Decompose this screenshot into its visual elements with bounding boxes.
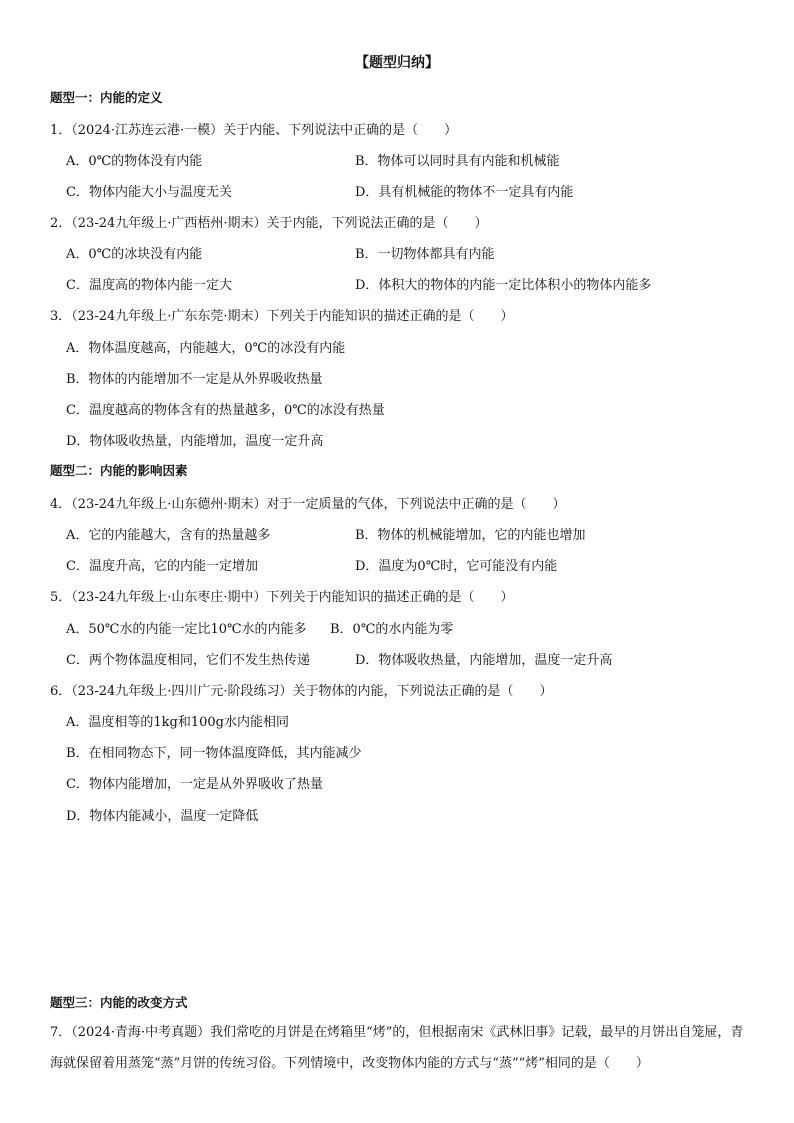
question-4-option-b[interactable]: B．物体的机械能增加，它的内能也增加: [355, 528, 586, 543]
question-3-option-d[interactable]: D．物体吸收热量，内能增加，温度一定升高: [66, 434, 324, 449]
question-3-option-c[interactable]: C．温度越高的物体含有的热量越多，0℃的冰没有热量: [66, 403, 385, 418]
question-1-stem: 1．（2024·江苏连云港·一模）关于内能、下列说法中正确的是（ ）: [50, 123, 458, 138]
question-5-option-a[interactable]: A．50℃水的内能一定比10℃水的内能多: [66, 622, 307, 637]
question-6-stem: 6．（23-24九年级上·四川广元·阶段练习）关于物体的内能，下列说法正确的是（ ）: [50, 684, 553, 699]
question-5-option-b[interactable]: B．0℃的水内能为零: [330, 622, 454, 637]
question-1-option-b[interactable]: B．物体可以同时具有内能和机械能: [355, 154, 560, 169]
question-6-option-b[interactable]: B．在相同物态下，同一物体温度降低，其内能减少: [66, 746, 362, 761]
question-5-option-c[interactable]: C．两个物体温度相同，它们不发生热传递: [66, 653, 310, 668]
section-heading-1: 题型一：内能的定义: [50, 90, 163, 105]
page-title: 【题型归纳】: [355, 55, 439, 71]
question-2-option-c[interactable]: C．温度高的物体内能一定大: [66, 278, 232, 293]
question-7-stem: 7．（2024·青海·中考真题）我们常吃的月饼是在烤箱里“烤”的，但根据南宋《武林旧事》记载，最早的月饼出自笼屉，青海就保留着用蒸笼“蒸”月饼的传统习俗。下列情境中，改变物体内能的方式与“蒸”“烤”相同的是（ ）: [50, 1025, 744, 1071]
question-3-option-b[interactable]: B．物体的内能增加不一定是从外界吸收热量: [66, 372, 323, 387]
question-4-option-d[interactable]: D．温度为0℃时，它可能没有内能: [355, 559, 558, 574]
question-5-stem: 5．（23-24九年级上·山东枣庄·期中）下列关于内能知识的描述正确的是（ ）: [50, 590, 514, 605]
question-3-option-a[interactable]: A．物体温度越高，内能越大，0℃的冰没有内能: [66, 341, 346, 356]
question-4-option-c[interactable]: C．温度升高，它的内能一定增加: [66, 559, 258, 574]
question-5-option-d[interactable]: D．物体吸收热量，内能增加，温度一定升高: [355, 653, 613, 668]
question-4-option-a[interactable]: A．它的内能越大，含有的热量越多: [66, 528, 271, 543]
section-heading-3: 题型三：内能的改变方式: [50, 995, 188, 1010]
question-2-option-d[interactable]: D．体积大的物体的内能一定比体积小的物体内能多: [355, 278, 652, 293]
question-2-stem: 2．（23-24九年级上·广西梧州·期末）关于内能，下列说法正确的是（ ）: [50, 216, 488, 231]
question-4-stem: 4．（23-24九年级上·山东德州·期末）对于一定质量的气体，下列说法中正确的是（ ）: [50, 497, 566, 512]
question-6-option-d[interactable]: D．物体内能减小，温度一定降低: [66, 809, 259, 824]
question-2-option-b[interactable]: B．一切物体都具有内能: [355, 247, 495, 262]
question-6-option-c[interactable]: C．物体内能增加，一定是从外界吸收了热量: [66, 777, 323, 792]
question-2-option-a[interactable]: A．0℃的冰块没有内能: [66, 247, 203, 262]
question-1-option-c[interactable]: C．物体内能大小与温度无关: [66, 185, 232, 200]
question-3-stem: 3．（23-24九年级上·广东东莞·期末）下列关于内能知识的描述正确的是（ ）: [50, 309, 514, 324]
question-1-option-d[interactable]: D．具有机械能的物体不一定具有内能: [355, 185, 574, 200]
section-heading-2: 题型二：内能的影响因素: [50, 463, 188, 478]
question-6-option-a[interactable]: A．温度相等的1kg和100g水内能相同: [66, 715, 289, 730]
question-1-option-a[interactable]: A．0℃的物体没有内能: [66, 154, 203, 169]
